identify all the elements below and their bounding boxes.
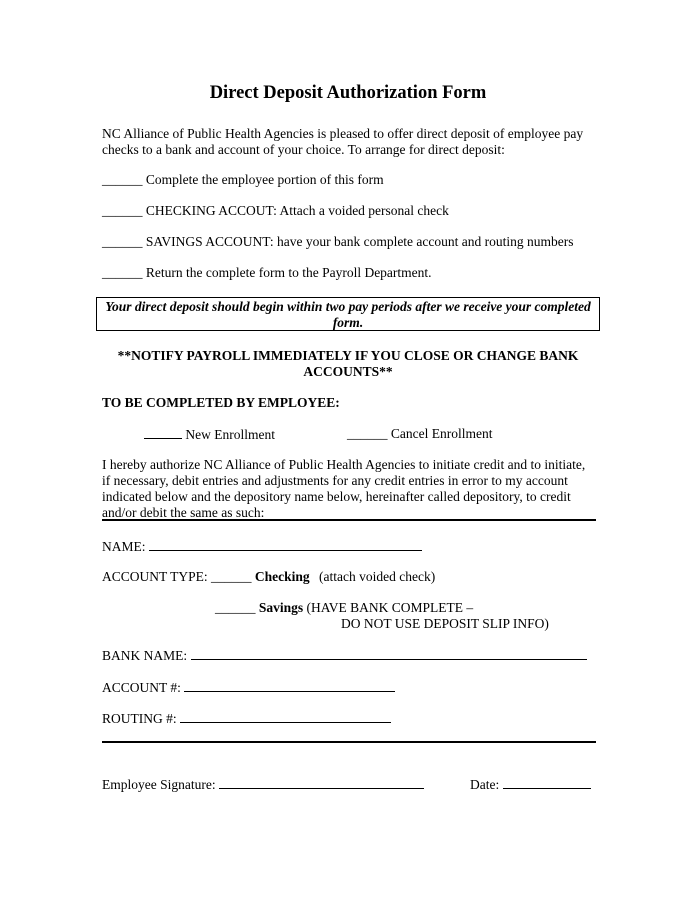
employee-section-heading: TO BE COMPLETED BY EMPLOYEE: xyxy=(102,395,340,410)
cancel-enrollment-blank[interactable]: ______ xyxy=(347,426,388,441)
checking-note: (attach voided check) xyxy=(319,569,436,584)
section-divider xyxy=(102,519,596,521)
account-type-checking-row xyxy=(102,569,435,585)
savings-blank[interactable]: ______ xyxy=(215,600,256,615)
bank-name-field xyxy=(102,647,587,664)
routing-number-input-line[interactable] xyxy=(180,710,391,723)
date-label: Date: xyxy=(470,777,500,792)
new-enrollment-blank[interactable] xyxy=(144,426,182,439)
step-item xyxy=(102,172,384,188)
account-type-label: ACCOUNT TYPE: xyxy=(102,569,208,584)
routing-number-field xyxy=(102,710,391,727)
new-enrollment-label: New Enrollment xyxy=(185,427,275,442)
signature-field xyxy=(102,776,424,793)
step-item xyxy=(102,234,574,250)
checking-blank[interactable]: ______ xyxy=(211,569,252,584)
savings-note-1: (HAVE BANK COMPLETE – xyxy=(306,600,474,615)
signature-divider xyxy=(102,741,596,743)
date-field xyxy=(470,776,591,793)
account-number-field xyxy=(102,679,395,696)
routing-number-label: ROUTING #: xyxy=(102,711,177,726)
step-text: Complete the employee portion of this form xyxy=(145,172,384,187)
notice-text: Your direct deposit should begin within two pay periods after we receive your completed form. xyxy=(105,299,591,330)
page-title: Direct Deposit Authorization Form xyxy=(209,83,487,103)
date-input-line[interactable] xyxy=(503,776,591,789)
new-enrollment-option xyxy=(144,426,275,443)
step-blank[interactable]: ______ xyxy=(102,265,143,280)
account-number-input-line[interactable] xyxy=(184,679,395,692)
step-text: Return the complete form to the Payroll Department. xyxy=(145,265,432,280)
account-number-label: ACCOUNT #: xyxy=(102,680,181,695)
signature-input-line[interactable] xyxy=(219,776,424,789)
account-type-savings-row xyxy=(215,600,473,616)
step-blank[interactable]: ______ xyxy=(102,203,143,218)
notify-warning: **NOTIFY PAYROLL IMMEDIATELY IF YOU CLOSE OR CHANGE BANK ACCOUNTS** xyxy=(117,348,579,379)
savings-label: Savings xyxy=(258,600,304,615)
name-input-line[interactable] xyxy=(149,538,422,551)
bank-name-input-line[interactable] xyxy=(191,647,587,660)
signature-label: Employee Signature: xyxy=(102,777,216,792)
authorization-paragraph: I hereby authorize NC Alliance of Public Health Agencies to initiate credit and to initiate, if necessary, debit entries and adjustments for any credit entries in error to my account indicated below and the depository name below, hereinafter called depository, to credit and/or debit the same as such: xyxy=(102,457,586,520)
checking-label: Checking xyxy=(254,569,310,584)
step-item xyxy=(102,203,449,219)
cancel-enrollment-label: Cancel Enrollment xyxy=(390,426,493,441)
bank-name-label: BANK NAME: xyxy=(102,648,188,663)
step-text: CHECKING ACCOUT: Attach a voided personal check xyxy=(145,203,449,218)
step-text: SAVINGS ACCOUNT: have your bank complete account and routing numbers xyxy=(145,234,574,249)
intro-paragraph: NC Alliance of Public Health Agencies is pleased to offer direct deposit of employee pay checks to a bank and account of your choice. To arrange for direct deposit: xyxy=(102,126,584,157)
name-field xyxy=(102,538,422,555)
step-item xyxy=(102,265,432,281)
cancel-enrollment-option xyxy=(347,426,492,442)
step-blank[interactable]: ______ xyxy=(102,172,143,187)
name-label: NAME: xyxy=(102,539,146,554)
savings-note-2: DO NOT USE DEPOSIT SLIP INFO) xyxy=(341,616,549,631)
step-blank[interactable]: ______ xyxy=(102,234,143,249)
